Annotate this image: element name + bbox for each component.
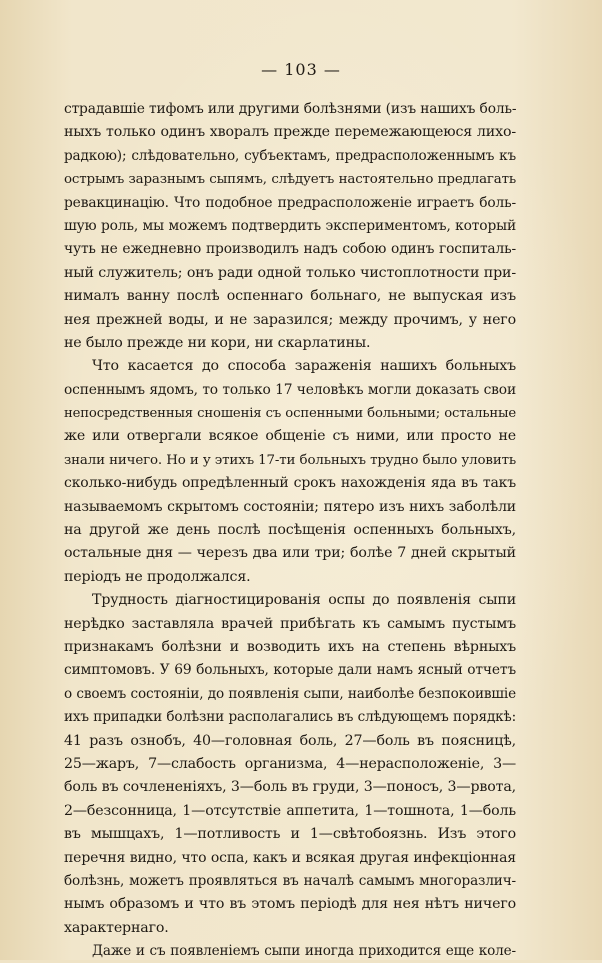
text-line: не было прежде ни кори, ни скарлатины.: [64, 334, 371, 351]
text-line: называемомъ скрытомъ состояніи; пятеро изъ нихъ заболѣли: [64, 498, 516, 515]
text-line: боль въ сочлененіяхъ, 3—боль въ груди, 3—поносъ, 3—рвота,: [64, 779, 516, 796]
text-line: остальные дня — черезъ два или три; болѣе 7 дней скрытый: [64, 545, 516, 562]
text-line: чуть не ежедневно производилъ надъ собою одинъ госпиталь-: [64, 241, 516, 258]
text-line: на другой же день послѣ посѣщенія оспенныхъ больныхъ,: [64, 522, 516, 539]
text-line: 41 разъ ознобъ, 40—головная боль, 27—боль въ поясницѣ,: [64, 732, 516, 749]
text-line: ныхъ только одинъ хворалъ прежде перемежающеюся лихо-: [64, 124, 516, 141]
text-line: острымъ заразнымъ сыпямъ, слѣдуетъ настоятельно предлагать: [64, 172, 516, 188]
text-line: перечня видно, что оспа, какъ и всякая другая инфекціонная: [64, 849, 516, 866]
text-line: о своемъ состояніи, до появленія сыпи, наиболѣе безпокоившіе: [64, 685, 516, 702]
text-line: болѣзнь, можетъ проявляться въ началѣ самымъ многоразлич-: [64, 872, 516, 889]
text-line: знали ничего. Но и у этихъ 17-ти больныхъ трудно было уловить: [64, 452, 516, 468]
text-line: нымъ образомъ и что въ этомъ періодѣ для нея нѣтъ ничего: [64, 896, 516, 913]
text-line: оспеннымъ ядомъ, то только 17 человѣкъ могли доказать свои: [64, 381, 516, 398]
text-line: 25—жаръ, 7—слабость организма, 4—нерасположеніе, 3—: [64, 755, 516, 772]
text-line: непосредственныя сношенія съ оспенными больными; остальные: [64, 406, 516, 422]
text-line: въ мышцахъ, 1—потливость и 1—свѣтобоязнь. Изъ этого: [64, 826, 516, 843]
text-line: шую роль, мы можемъ подтвердить экспериментомъ, который: [64, 217, 516, 234]
text-line: симптомовъ. У 69 больныхъ, которые дали намъ ясный отчетъ: [64, 662, 516, 679]
text-line: сколько-нибудь опредѣленный срокъ нахожденія яда въ такъ: [64, 475, 516, 492]
text-line: періодъ не продолжался.: [64, 568, 251, 585]
text-line: Что касается до способа зараженія нашихъ больныхъ: [92, 358, 516, 375]
text-line: ревакцинацію. Что подобное предрасположеніе играетъ боль-: [64, 194, 516, 211]
text-line: радкою); слѣдовательно, субъектамъ, предрасположеннымъ къ: [64, 147, 516, 164]
text-line: Трудность діагностицированія оспы до появленія сыпи: [92, 592, 516, 609]
text-line: страдавшіе тифомъ или другими болѣзнями (изъ нашихъ боль-: [64, 101, 517, 117]
text-line: 2—безсонница, 1—отсутствіе аппетита, 1—тошнота, 1—боль: [64, 802, 516, 819]
text-line: нерѣдко заставляла врачей прибѣгать къ самымъ пустымъ: [64, 615, 516, 632]
text-line: Даже и съ появленіемъ сыпи иногда приходится еще коле-: [92, 943, 516, 960]
text-line: характернаго.: [64, 919, 169, 936]
text-line: ный служитель; онъ ради одной только чистоплотности при-: [64, 264, 516, 281]
text-line: ихъ припадки болѣзни располагались въ слѣдующемъ порядкѣ:: [64, 709, 516, 726]
text-line: нималъ ванну послѣ оспеннаго больнаго, не выпуская изъ: [64, 288, 516, 305]
text-line: нея прежней воды, и не заразился; между прочимъ, у него: [64, 311, 516, 328]
text-line: же или отвергали всякое общеніе съ ними, или просто не: [64, 428, 516, 445]
page-number: — 103 —: [261, 60, 341, 79]
body-text: [64, 98, 516, 963]
text-line: признакамъ болѣзни и возводить ихъ на степень вѣрныхъ: [64, 638, 516, 655]
